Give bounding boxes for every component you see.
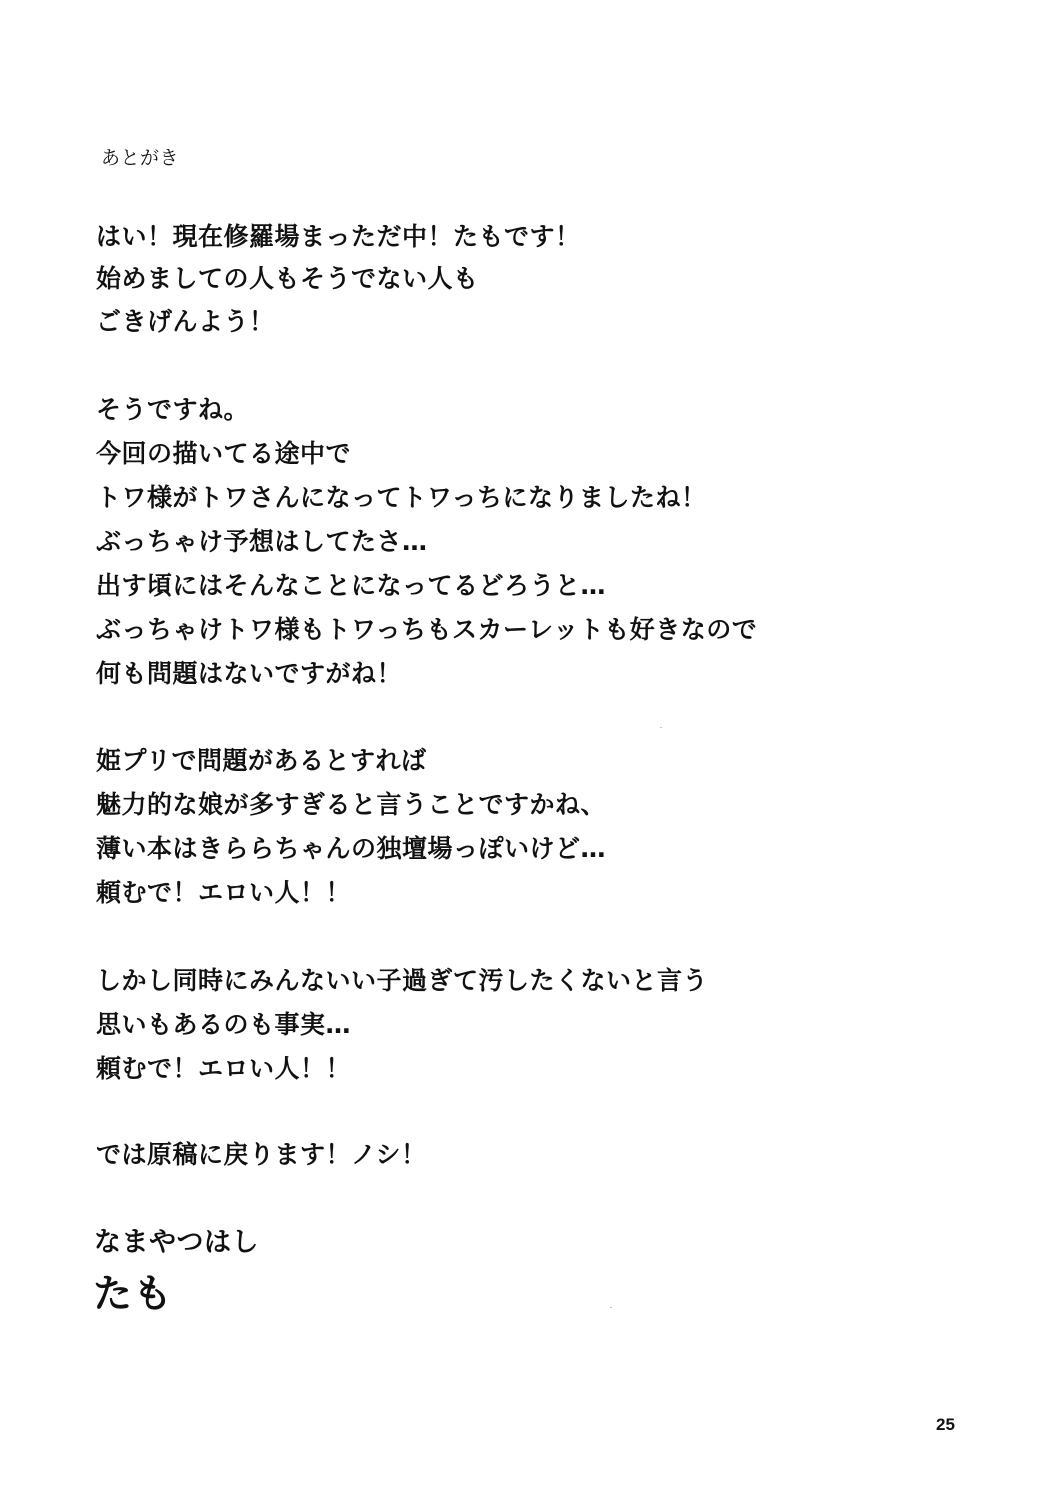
text-line: ごきげんよう！ <box>96 307 275 336</box>
scan-speck <box>660 727 662 728</box>
page-number: 25 <box>936 1415 955 1434</box>
text-line: 姫プリで問題があるとすれば <box>96 746 427 775</box>
text-line: トワ様がトワさんになってトワっちになりましたね！ <box>96 483 707 512</box>
text-line: しかし同時にみんないい子過ぎて汚したくないと言う <box>96 966 709 995</box>
circle-name: なまやつはし <box>94 1227 259 1258</box>
afterword-heading: あとがき <box>101 147 180 169</box>
text-line: 思いもあるのも事実… <box>96 1010 352 1039</box>
text-line: 薄い本はきららちゃんの独壇場っぽいけど… <box>96 834 607 863</box>
text-line: ぶっちゃけ予想はしてたさ… <box>96 527 428 556</box>
text-line: そうですね。 <box>96 395 250 424</box>
text-line: 出す頃にはそんなことになってるどろうと… <box>96 571 607 600</box>
text-line: 頼むで！エロい人！！ <box>96 1054 352 1083</box>
text-line: 始めましての人もそうでない人も <box>96 264 479 293</box>
author-name: たも <box>93 1272 174 1317</box>
text-line: 魅力的な娘が多すぎると言うことですかね、 <box>96 790 607 819</box>
text-line: 今回の描いてる途中で <box>96 439 352 468</box>
scan-speck <box>610 1307 612 1308</box>
text-line: では原稿に戻ります！ノシ！ <box>96 1140 427 1169</box>
text-line: 何も問題はないですがね！ <box>96 659 403 688</box>
text-line: 頼むで！エロい人！！ <box>96 878 352 907</box>
text-line: はい！現在修羅場まっただ中！たもです！ <box>96 222 581 251</box>
text-line: ぶっちゃけトワ様もトワっちもスカーレットも好きなので <box>96 615 758 644</box>
